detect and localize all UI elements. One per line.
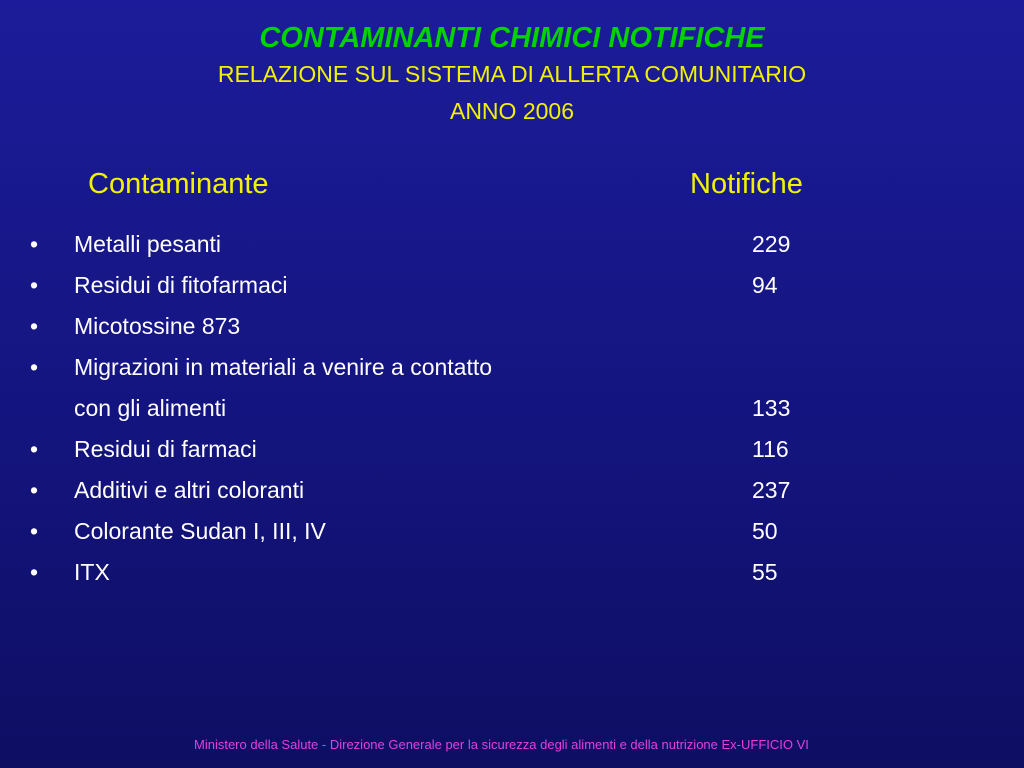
column-header-contaminante: Contaminante bbox=[88, 168, 269, 200]
contaminant-label: Residui di fitofarmaci bbox=[74, 272, 288, 298]
contaminant-label: Metalli pesanti bbox=[74, 231, 222, 257]
contaminant-label: con gli alimenti bbox=[74, 395, 227, 421]
bullet-icon: • bbox=[30, 477, 39, 503]
bullet-icon: • bbox=[30, 518, 39, 544]
contaminant-label: Colorante Sudan I, III, IV bbox=[74, 518, 326, 544]
list-item bbox=[0, 310, 1024, 342]
bullet-icon: • bbox=[30, 313, 39, 339]
column-header-notifiche: Notifiche bbox=[690, 168, 803, 200]
contaminant-label: Micotossine 873 bbox=[74, 313, 241, 339]
slide-year: ANNO 2006 bbox=[449, 98, 574, 124]
notification-count: 237 bbox=[752, 477, 791, 503]
notification-count: 55 bbox=[752, 559, 778, 585]
contaminant-label: ITX bbox=[74, 559, 110, 585]
bullet-icon: • bbox=[30, 231, 39, 257]
list-item bbox=[0, 228, 1024, 260]
list-item bbox=[0, 433, 1024, 465]
notification-count: 116 bbox=[752, 436, 789, 462]
list-item bbox=[0, 351, 1024, 383]
contaminant-label: Additivi e altri coloranti bbox=[74, 477, 305, 503]
footer-text: Ministero della Salute - Direzione Generale per la sicurezza degli alimenti e della nutrizione Ex-UFFICIO VI bbox=[194, 737, 809, 752]
contaminant-label: Migrazioni in materiali a venire a contatto bbox=[74, 354, 493, 380]
bullet-icon: • bbox=[30, 436, 39, 462]
list-item bbox=[0, 269, 1024, 301]
list-item bbox=[0, 556, 1024, 588]
notification-count: 94 bbox=[752, 272, 778, 298]
bullet-icon: • bbox=[30, 354, 39, 380]
contaminant-label: Residui di farmaci bbox=[74, 436, 257, 462]
list-item bbox=[0, 515, 1024, 547]
slide-title: CONTAMINANTI CHIMICI NOTIFICHE bbox=[259, 22, 765, 54]
notification-count: 50 bbox=[752, 518, 778, 544]
bullet-icon: • bbox=[30, 272, 39, 298]
slide-subtitle: RELAZIONE SUL SISTEMA DI ALLERTA COMUNITARIO bbox=[217, 61, 807, 87]
notification-count: 133 bbox=[752, 395, 791, 421]
notification-count: 229 bbox=[752, 231, 791, 257]
list-item bbox=[0, 474, 1024, 506]
bullet-icon: • bbox=[30, 559, 39, 585]
list-item bbox=[0, 392, 1024, 424]
